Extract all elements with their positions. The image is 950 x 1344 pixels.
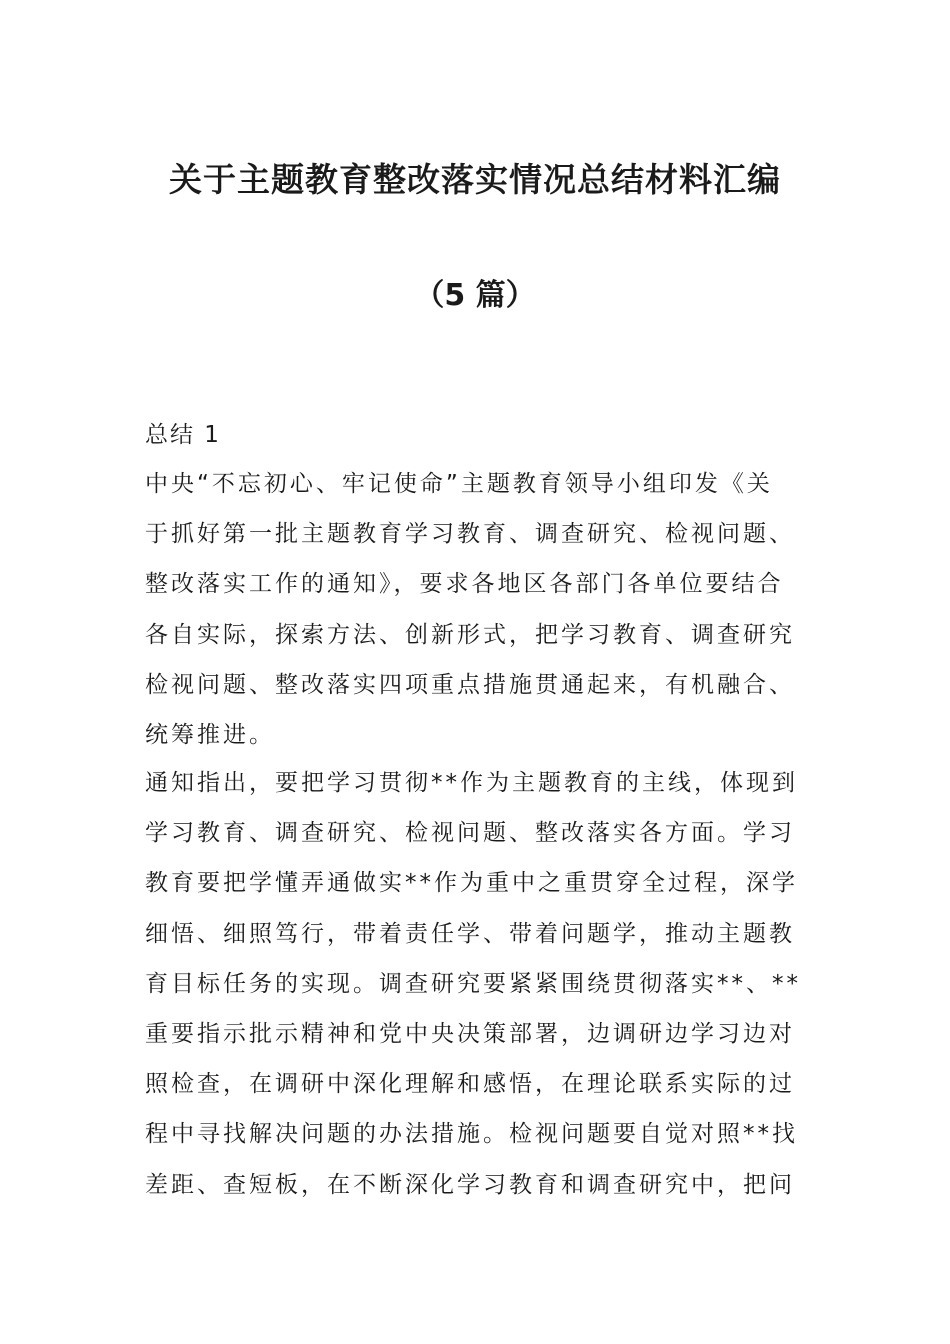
paragraph-line: 整改落实工作的通知》，要求各地区各部门各单位要结合 bbox=[145, 571, 784, 598]
document-title: 关于主题教育整改落实情况总结材料汇编 bbox=[169, 160, 781, 199]
paragraph-line: 统筹推进。 bbox=[145, 722, 275, 749]
paragraph-line: 育目标任务的实现。调查研究要紧紧围绕贯彻落实**、** bbox=[145, 970, 801, 997]
paragraph-1 bbox=[145, 459, 813, 760]
paragraph-line: 检视问题、整改落实四项重点措施贯通起来，有机融合、 bbox=[145, 671, 795, 698]
paragraph-line: 通知指出，要把学习贯彻**作为主题教育的主线，体现到 bbox=[145, 770, 798, 796]
paragraph-line: 细悟、细照笃行，带着责任学、带着问题学，推动主题教 bbox=[145, 920, 795, 947]
paragraph-line: 照检查，在调研中深化理解和感悟，在理论联系实际的过 bbox=[145, 1071, 795, 1098]
paragraph-line: 差距、查短板，在不断深化学习教育和调查研究中，把问 bbox=[145, 1171, 795, 1198]
paragraph-line: 重要指示批示精神和党中央决策部署，边调研边学习边对 bbox=[145, 1021, 795, 1048]
paragraph-line: 程中寻找解决问题的办法措施。检视问题要自觉对照**找 bbox=[145, 1121, 798, 1148]
paragraph-line: 中央“不忘初心、牢记使命”主题教育领导小组印发《关 bbox=[145, 471, 773, 497]
paragraph-line: 教育要把学懂弄通做实**作为重中之重贯穿全过程，深学 bbox=[145, 870, 798, 897]
paragraph-line: 学习教育、调查研究、检视问题、整改落实各方面。学习 bbox=[145, 820, 795, 847]
section-heading: 总结 1 bbox=[145, 422, 221, 448]
paragraph-line: 于抓好第一批主题教育学习教育、调查研究、检视问题、 bbox=[145, 521, 795, 548]
document-subtitle: （5 篇） bbox=[414, 278, 536, 313]
paragraph-line: 各自实际，探索方法、创新形式，把学习教育、调查研究 bbox=[145, 621, 795, 648]
paragraph-2 bbox=[145, 758, 813, 1210]
